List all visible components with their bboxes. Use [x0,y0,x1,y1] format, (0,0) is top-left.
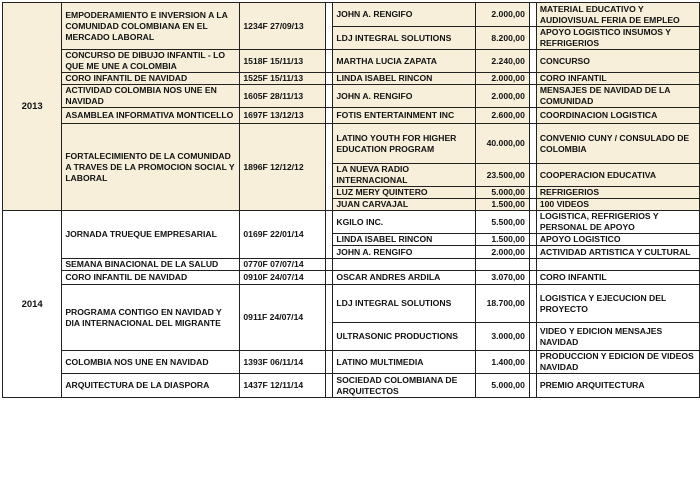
contractor-name: LDJ INTEGRAL SOLUTIONS [333,285,476,323]
column-gap [326,124,333,211]
activity-code: 1525F 15/11/13 [240,73,326,85]
activity-name: ASAMBLEA INFORMATIVA MONTICELLO [62,108,240,124]
year-cell: 2013 [3,3,62,211]
contractor-name: LDJ INTEGRAL SOLUTIONS [333,27,476,50]
contract-amount [476,259,530,271]
contract-amount: 2.000,00 [476,3,530,27]
contract-detail: APOYO LOGISTICO INSUMOS Y REFRIGERIOS [536,27,699,50]
activity-name: ARQUITECTURA DE LA DIASPORA [62,374,240,398]
contract-detail: LOGISTICA Y EJECUCION DEL PROYECTO [536,285,699,323]
activity-name: CONCURSO DE DIBUJO INFANTIL - LO QUE ME UNE A COLOMBIA [62,50,240,73]
contract-detail: CORO INFANTIL [536,73,699,85]
column-gap [326,351,333,374]
contract-amount: 1.500,00 [476,234,530,246]
activity-name: PROGRAMA CONTIGO EN NAVIDAD Y DIA INTERNACIONAL DEL MIGRANTE [62,285,240,351]
column-gap [529,374,536,398]
column-gap [529,323,536,351]
column-gap [529,285,536,323]
contractor-name: ULTRASONIC PRODUCTIONS [333,323,476,351]
activity-name: CORO INFANTIL DE NAVIDAD [62,73,240,85]
contract-detail: CORO INFANTIL [536,271,699,285]
activity-code: 0911F 24/07/14 [240,285,326,351]
column-gap [529,246,536,259]
contracts-table [2,2,700,398]
column-gap [529,124,536,164]
activity-code: 1518F 15/11/13 [240,50,326,73]
column-gap [529,50,536,73]
activity-name: COLOMBIA NOS UNE EN NAVIDAD [62,351,240,374]
column-gap [326,85,333,108]
column-gap [326,3,333,50]
contractor-name [333,259,476,271]
activity-code: 1896F 12/12/12 [240,124,326,211]
activity-code: 0770F 07/07/14 [240,259,326,271]
contract-detail: LOGISTICA, REFRIGERIOS Y PERSONAL DE APOYO [536,211,699,234]
column-gap [529,234,536,246]
table-row [3,259,700,271]
activity-code: 1605F 28/11/13 [240,85,326,108]
activity-code: 0169F 22/01/14 [240,211,326,259]
column-gap [326,271,333,285]
contract-amount: 5.000,00 [476,374,530,398]
contract-detail: COORDINACION LOGISTICA [536,108,699,124]
contractor-name: LUZ MERY QUINTERO [333,187,476,199]
contractor-name: JOHN A. RENGIFO [333,85,476,108]
contract-detail: CONCURSO [536,50,699,73]
contract-amount: 5.500,00 [476,211,530,234]
column-gap [529,85,536,108]
contract-detail: 100 VIDEOS [536,199,699,211]
activity-name: ACTIVIDAD COLOMBIA NOS UNE EN NAVIDAD [62,85,240,108]
year-cell: 2014 [3,211,62,398]
contract-detail: MENSAJES DE NAVIDAD DE LA COMUNIDAD [536,85,699,108]
contractor-name: OSCAR ANDRES ARDILA [333,271,476,285]
table-row [3,73,700,85]
contract-amount: 8.200,00 [476,27,530,50]
contract-detail: VIDEO Y EDICION MENSAJES NAVIDAD [536,323,699,351]
column-gap [529,3,536,27]
contract-amount: 2.600,00 [476,108,530,124]
contractor-name: MARTHA LUCIA ZAPATA [333,50,476,73]
contract-detail: CONVENIO CUNY / CONSULADO DE COLOMBIA [536,124,699,164]
activity-name: JORNADA TRUEQUE EMPRESARIAL [62,211,240,259]
contract-amount: 1.400,00 [476,351,530,374]
activity-code: 1234F 27/09/13 [240,3,326,50]
table-row [3,285,700,323]
contractor-name: LINDA ISABEL RINCON [333,73,476,85]
column-gap [529,27,536,50]
table-row [3,3,700,27]
contract-amount: 3.070,00 [476,271,530,285]
contract-detail: PREMIO ARQUITECTURA [536,374,699,398]
contract-amount: 1.500,00 [476,199,530,211]
contract-amount: 2.000,00 [476,246,530,259]
column-gap [326,73,333,85]
contract-amount: 2.000,00 [476,85,530,108]
activity-code: 1697F 13/12/13 [240,108,326,124]
column-gap [529,164,536,187]
contract-amount: 40.000,00 [476,124,530,164]
table-row [3,85,700,108]
column-gap [529,351,536,374]
contract-amount: 3.000,00 [476,323,530,351]
column-gap [529,187,536,199]
contractor-name: JOHN A. RENGIFO [333,246,476,259]
contractor-name: FOTIS ENTERTAINMENT INC [333,108,476,124]
column-gap [326,285,333,351]
contractor-name: JUAN CARVAJAL [333,199,476,211]
activity-code: 0910F 24/07/14 [240,271,326,285]
contract-detail: APOYO LOGISTICO [536,234,699,246]
table-row [3,351,700,374]
contractor-name: LATINO YOUTH FOR HIGHER EDUCATION PROGRAM [333,124,476,164]
contract-amount: 2.240,00 [476,50,530,73]
contract-detail: PRODUCCION Y EDICION DE VIDEOS NAVIDAD [536,351,699,374]
contractor-name: JOHN A. RENGIFO [333,3,476,27]
activity-name: CORO INFANTIL DE NAVIDAD [62,271,240,285]
column-gap [529,259,536,271]
activity-code: 1437F 12/11/14 [240,374,326,398]
column-gap [326,108,333,124]
column-gap [529,271,536,285]
contractor-name: LINDA ISABEL RINCON [333,234,476,246]
table-row [3,271,700,285]
contract-amount: 23.500,00 [476,164,530,187]
table-row [3,50,700,73]
table-row [3,124,700,164]
activity-name: FORTALECIMIENTO DE LA COMUNIDAD A TRAVES DE LA PROMOCION SOCIAL Y LABORAL [62,124,240,211]
contract-detail: COOPERACION EDUCATIVA [536,164,699,187]
column-gap [326,374,333,398]
contract-detail: MATERIAL EDUCATIVO Y AUDIOVISUAL FERIA DE EMPLEO [536,3,699,27]
activity-code: 1393F 06/11/14 [240,351,326,374]
contract-amount: 5.000,00 [476,187,530,199]
contract-detail: REFRIGERIOS [536,187,699,199]
column-gap [529,73,536,85]
contracts-table-body [3,3,700,398]
activity-name: SEMANA BINACIONAL DE LA SALUD [62,259,240,271]
column-gap [529,108,536,124]
contractor-name: KGILO INC. [333,211,476,234]
contract-amount: 18.700,00 [476,285,530,323]
column-gap [326,211,333,259]
column-gap [326,259,333,271]
contractor-name: SOCIEDAD COLOMBIANA DE ARQUITECTOS [333,374,476,398]
contractor-name: LA NUEVA RADIO INTERNACIONAL [333,164,476,187]
table-row [3,108,700,124]
contract-amount: 2.000,00 [476,73,530,85]
column-gap [529,211,536,234]
contract-detail [536,259,699,271]
activity-name: EMPODERAMIENTO E INVERSION A LA COMUNIDAD COLOMBIANA EN EL MERCADO LABORAL [62,3,240,50]
column-gap [326,50,333,73]
table-row [3,374,700,398]
table-row [3,211,700,234]
contractor-name: LATINO MULTIMEDIA [333,351,476,374]
contract-detail: ACTIVIDAD ARTISTICA Y CULTURAL [536,246,699,259]
column-gap [529,199,536,211]
